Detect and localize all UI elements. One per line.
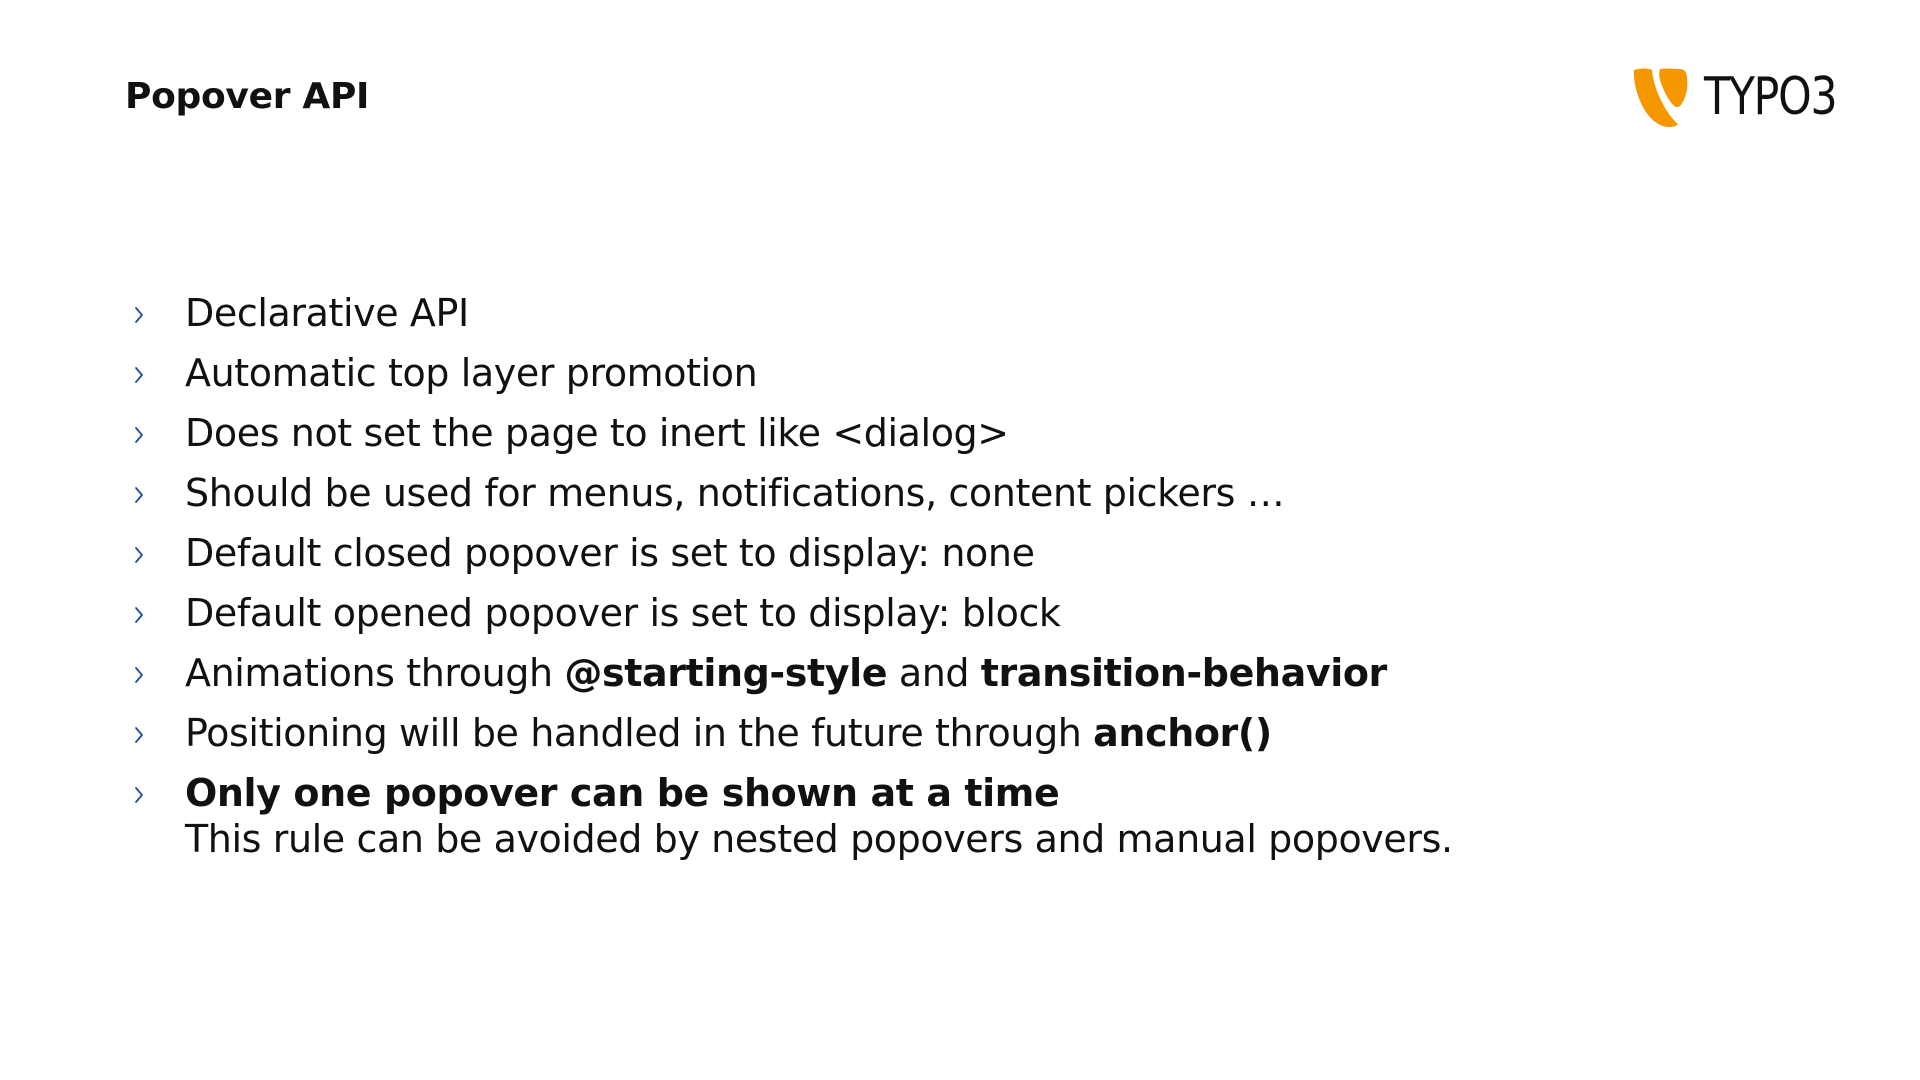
bullet-item [128,770,1728,862]
chevron-right-icon [134,590,148,650]
bullet-item [128,350,1728,410]
bullet-item [128,590,1728,650]
chevron-right-icon [134,350,148,410]
bullet-emphasis: anchor() [1093,711,1272,755]
bullet-item [128,470,1728,530]
bullet-segment: Declarative API [185,291,469,335]
bullet-segment: Should be used for menus, notifications, content pickers … [185,471,1285,515]
page-title: Popover API [125,76,370,117]
bullet-segment: Positioning will be handled in the future through [185,711,1094,755]
chevron-right-icon [134,470,148,530]
chevron-right-icon [134,410,148,470]
bullet-segment: Automatic top layer promotion [185,351,758,395]
bullet-list [128,290,1728,862]
bullet-item [128,530,1728,590]
bullet-text [185,770,1728,816]
bullet-text [185,350,1728,396]
bullet-emphasis: Only one popover can be shown at a time [185,771,1060,815]
bullet-text [185,530,1728,576]
bullet-item [128,650,1728,710]
chevron-right-icon [134,290,148,350]
logo-text: TYPO3 [1704,67,1837,127]
bullet-text [185,470,1728,516]
bullet-segment: Does not set the page to inert like <dialog> [185,411,1009,455]
bullet-subline: This rule can be avoided by nested popovers and manual popovers. [185,817,1453,861]
bullet-item [128,410,1728,470]
bullet-text [185,650,1728,696]
bullet-item [128,710,1728,770]
typo3-logo-icon [1632,66,1690,128]
bullet-text [185,290,1728,336]
typo3-logo [1632,62,1865,132]
chevron-right-icon [134,530,148,590]
chevron-right-icon [134,710,148,770]
bullet-segment: Animations through [185,651,565,695]
bullet-text [185,590,1728,636]
bullet-segment: Default closed popover is set to display: none [185,531,1035,575]
bullet-emphasis: transition-behavior [980,651,1387,695]
bullet-text [185,410,1728,456]
bullet-text [185,710,1728,756]
bullet-emphasis: @starting-style [564,651,888,695]
bullet-segment: Default opened popover is set to display: block [185,591,1061,635]
chevron-right-icon [134,650,148,710]
bullet-item [128,290,1728,350]
bullet-segment: and [887,651,981,695]
chevron-right-icon [134,770,148,830]
